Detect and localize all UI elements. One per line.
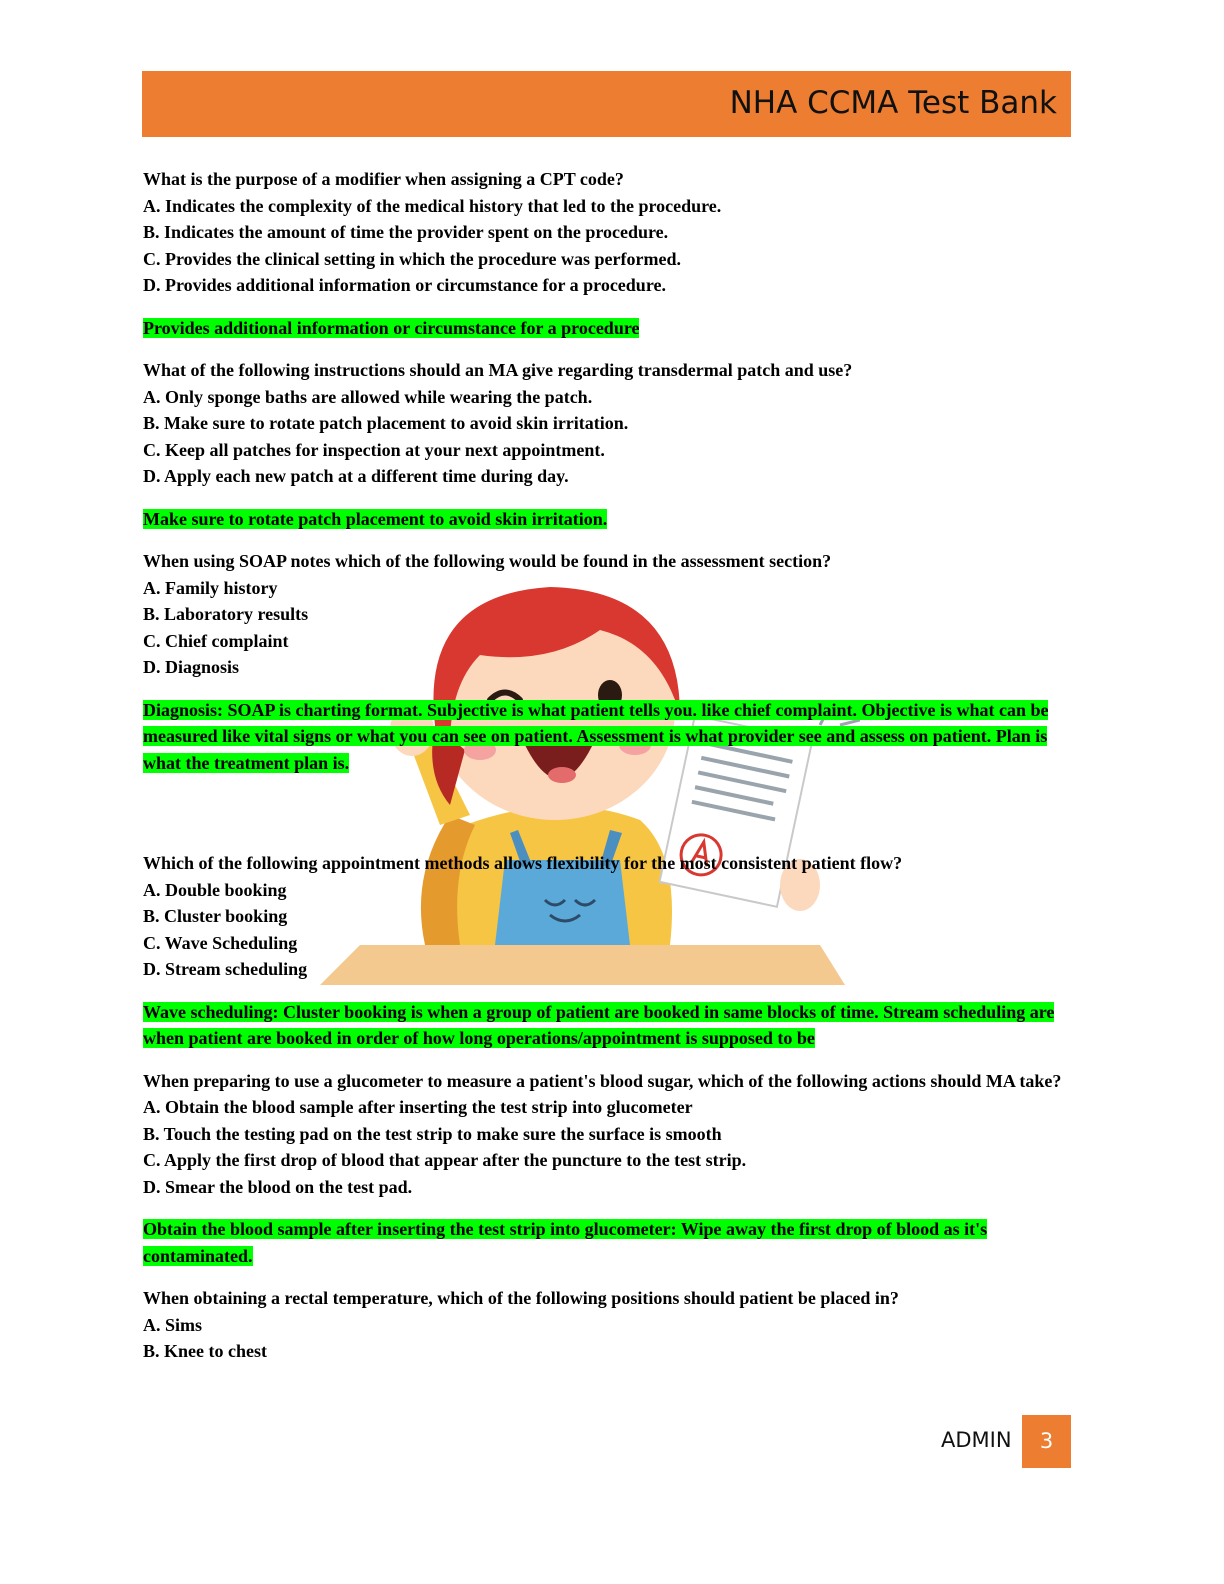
question-text: What is the purpose of a modifier when assigning a CPT code?: [143, 169, 624, 189]
question-text: Which of the following appointment methods allows flexibility for the most consistent patient flow?: [143, 853, 903, 873]
option-a: A. Obtain the blood sample after inserting the test strip into glucometer: [143, 1097, 693, 1117]
answer-highlight: [143, 697, 1068, 777]
option-d: D. Stream scheduling: [143, 959, 308, 979]
question-text: What of the following instructions should an MA give regarding transdermal patch and use?: [143, 360, 853, 380]
page-number: 3: [1039, 1429, 1054, 1453]
option-b: B. Cluster booking: [143, 906, 288, 926]
options-list: [143, 575, 1068, 681]
header-bar: [142, 71, 1071, 137]
option-a: A. Sims: [143, 1314, 203, 1335]
option-b: B. Indicates the amount of time the provider spent on the procedure.: [143, 222, 669, 242]
option-b: B. Make sure to rotate patch placement to avoid skin irritation.: [143, 413, 629, 433]
question-block-4: [143, 850, 1068, 1052]
option-c: C. Wave Scheduling: [143, 932, 298, 953]
page-number-box: [1022, 1415, 1071, 1468]
options-list: [143, 1312, 1068, 1365]
options-list: [143, 877, 1068, 983]
answer-highlight: [143, 506, 1068, 533]
option-d: D. Diagnosis: [143, 657, 240, 677]
options-list: [143, 384, 1068, 490]
option-c: C. Chief complaint: [143, 630, 289, 651]
option-a: A. Family history: [143, 577, 278, 598]
question-block-5: [143, 1068, 1068, 1270]
answer-highlight: [143, 1216, 1068, 1269]
question-block-2: [143, 357, 1068, 532]
footer-label: ADMIN: [941, 1428, 1012, 1452]
answer-text: Diagnosis: SOAP is charting format. Subjective is what patient tells you. like chief complaint. Objective is what can be measured like vital signs or what you can see on patient. Assessment is what provider see and assess on patient. Plan is what the treatment plan is.: [143, 699, 1049, 773]
option-a: A. Double booking: [143, 879, 287, 900]
answer-text: Provides additional information or circumstance for a procedure: [143, 317, 640, 338]
option-b: B. Touch the testing pad on the test strip to make sure the surface is smooth: [143, 1123, 722, 1144]
option-d: D. Apply each new patch at a different time during day.: [143, 466, 569, 486]
answer-text: Make sure to rotate patch placement to avoid skin irritation.: [143, 508, 608, 529]
options-list: [143, 1094, 1068, 1200]
option-a: A. Only sponge baths are allowed while wearing the patch.: [143, 386, 593, 407]
option-c: C. Keep all patches for inspection at your next appointment.: [143, 439, 605, 460]
question-block-6: [143, 1285, 1068, 1365]
answer-highlight: [143, 315, 1068, 342]
option-c: C. Apply the first drop of blood that appear after the puncture to the test strip.: [143, 1150, 747, 1170]
option-b: B. Laboratory results: [143, 604, 309, 624]
question-text: When obtaining a rectal temperature, which of the following positions should patient be placed in?: [143, 1288, 899, 1308]
question-block-3: [143, 548, 1068, 776]
question-text: When preparing to use a glucometer to measure a patient's blood sugar, which of the following actions should MA take?: [143, 1070, 1062, 1091]
option-d: D. Smear the blood on the test pad.: [143, 1176, 413, 1197]
answer-text: Obtain the blood sample after inserting the test strip into glucometer: Wipe away the first drop of blood as it's contaminated.: [143, 1219, 988, 1266]
question-block-1: [143, 166, 1068, 341]
header-title: NHA CCMA Test Bank: [729, 85, 1057, 121]
question-list: [143, 166, 1068, 1365]
option-d: D. Provides additional information or circumstance for a procedure.: [143, 275, 666, 295]
option-b: B. Knee to chest: [143, 1341, 267, 1361]
answer-text: Wave scheduling: Cluster booking is when a group of patient are booked in same blocks of time. Stream scheduling are when patient are booked in order of how long operations/appointment is supposed to be: [143, 1001, 1055, 1048]
option-a: A. Indicates the complexity of the medical history that led to the procedure.: [143, 195, 722, 216]
option-c: C. Provides the clinical setting in which the procedure was performed.: [143, 248, 681, 269]
question-text: When using SOAP notes which of the following would be found in the assessment section?: [143, 551, 832, 571]
answer-highlight: [143, 999, 1068, 1052]
spacer: [143, 792, 1068, 850]
options-list: [143, 193, 1068, 299]
